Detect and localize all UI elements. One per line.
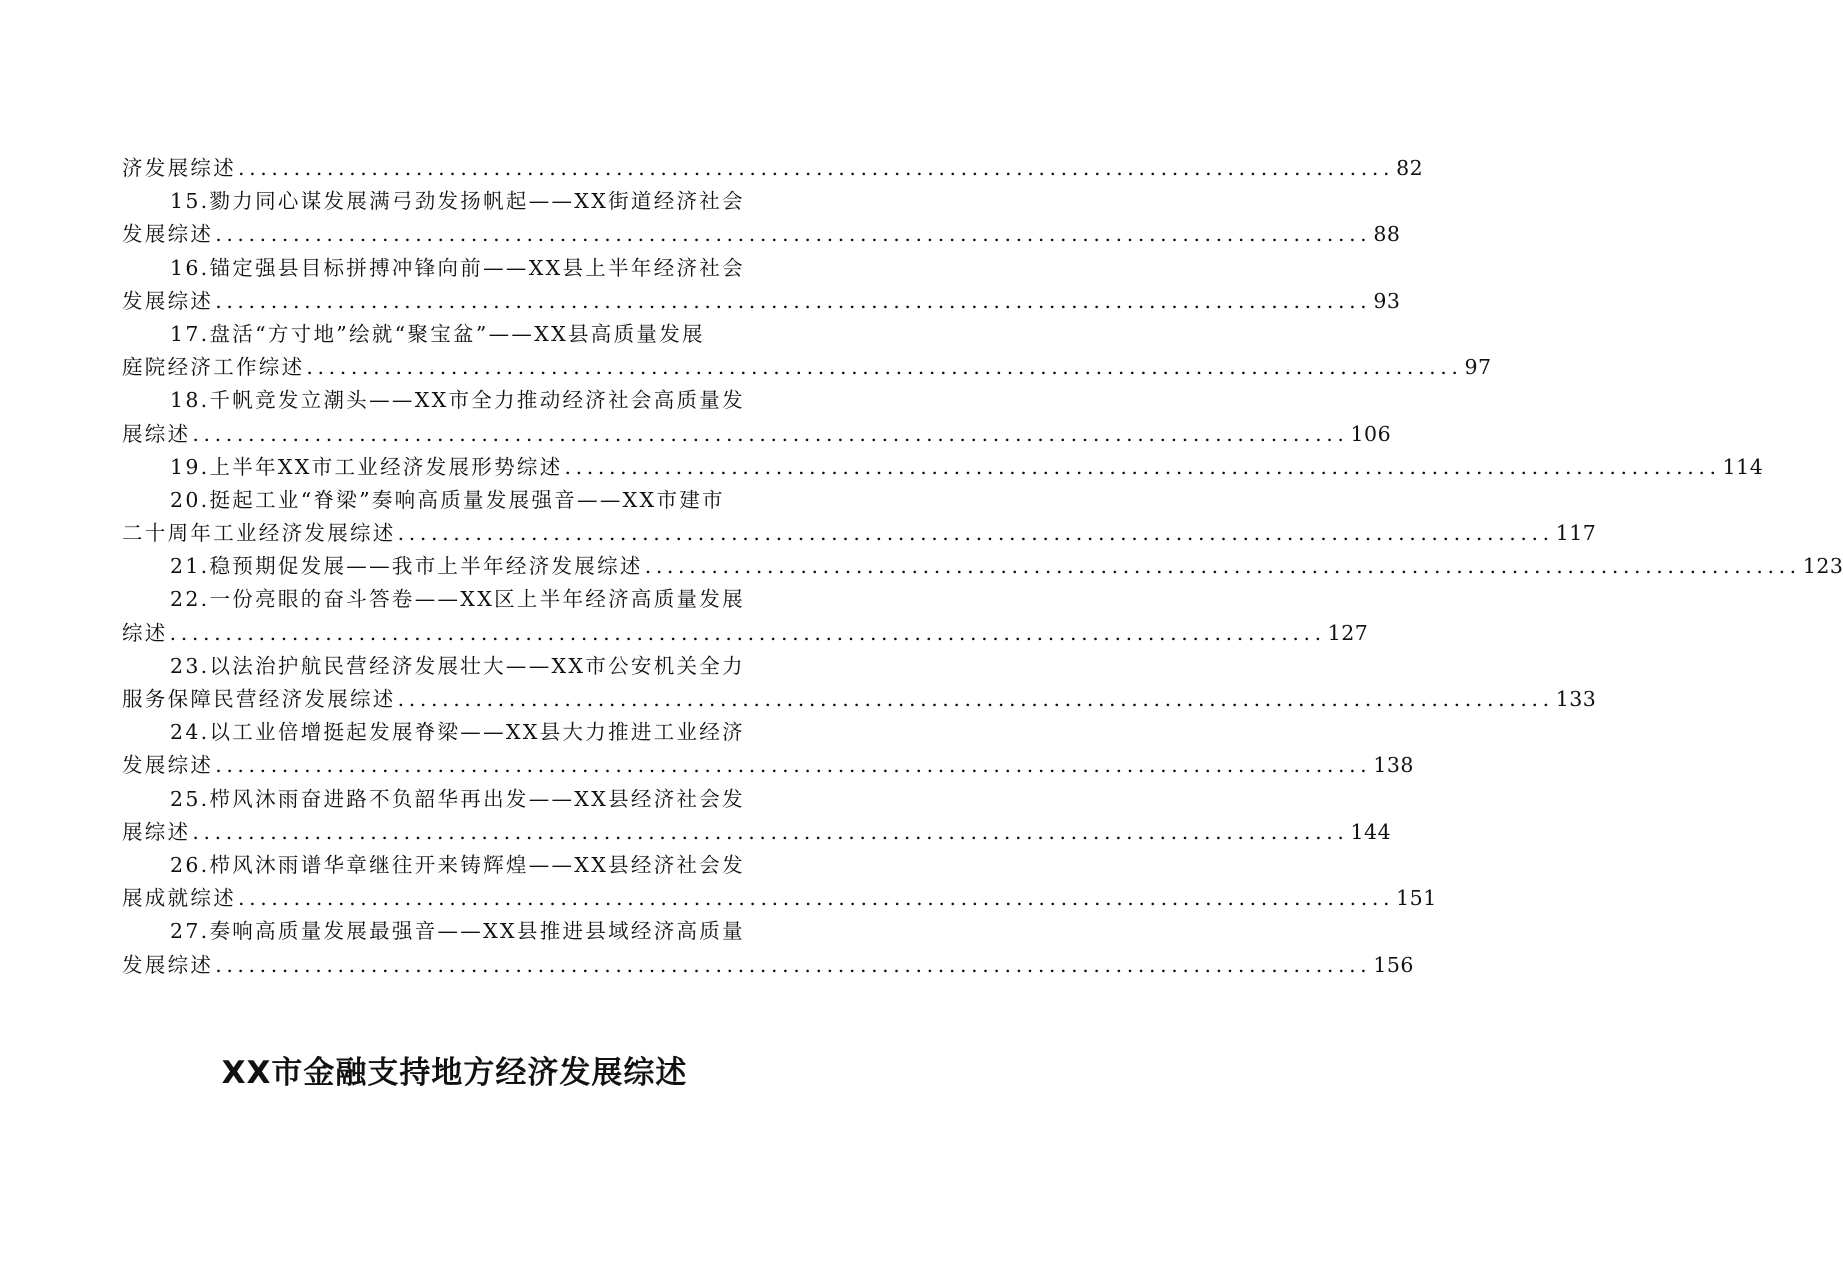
dot-leader: ........................................................................................................: [238, 156, 1395, 180]
toc-page-number: 144: [1350, 819, 1392, 844]
toc-entry-14-continuation[interactable]: [122, 152, 1424, 185]
toc-entry-text: 发展综述: [122, 952, 214, 977]
dot-leader: ........................................................................................................: [397, 521, 1554, 546]
toc-page-number: 114: [1722, 454, 1764, 479]
dot-leader: ........................................................................................................: [169, 620, 1326, 645]
toc-entry-text: 发展综述: [122, 288, 214, 313]
toc-entry-25-continuation[interactable]: [122, 816, 1392, 849]
toc-entry-text: 服务保障民营经济发展综述: [122, 687, 396, 711]
toc-entry-27-continuation[interactable]: [122, 949, 1414, 982]
toc-entry-20-title[interactable]: 20.挺起工业“脊梁”奏响高质量发展强音——XX市建市: [170, 487, 725, 512]
dot-leader: ........................................................................................................: [215, 753, 1372, 778]
toc-entry-19[interactable]: [122, 451, 1764, 484]
toc-entry-17-title[interactable]: 17.盘活“方寸地”绘就“聚宝盆”——XX县高质量发展: [170, 321, 705, 346]
dot-leader: ........................................................................................................: [192, 819, 1349, 844]
toc-entry-text: 综述: [122, 620, 168, 645]
toc-page-number: 97: [1464, 355, 1492, 380]
toc-entry-26-continuation[interactable]: [122, 882, 1437, 915]
toc-entry-27-title[interactable]: 27.奏响高质量发展最强音——XX县推进县域经济高质量: [170, 919, 745, 944]
dot-leader: ........................................................................................................: [215, 222, 1372, 247]
toc-page-number: 93: [1373, 288, 1401, 313]
toc-entry-17-continuation[interactable]: [122, 351, 1492, 384]
dot-leader: ........................................................................................................: [215, 952, 1372, 977]
toc-entry-15-title[interactable]: 15.勠力同心谋发展满弓劲发扬帆起——XX街道经济社会: [170, 189, 745, 214]
toc-page-number: 151: [1396, 886, 1437, 911]
dot-leader: ........................................................................................................: [238, 886, 1395, 911]
toc-entry-text: 济发展综述: [122, 156, 236, 180]
dot-leader: ........................................................................................................: [644, 554, 1801, 579]
toc-entry-16-title[interactable]: 16.锚定强县目标拼搏冲锋向前——XX县上半年经济社会: [170, 255, 745, 280]
toc-entry-25-title[interactable]: 25.栉风沐雨奋进路不负韶华再出发——XX县经济社会发: [170, 786, 745, 811]
toc-page-number: 127: [1327, 620, 1369, 645]
toc-entry-text: 发展综述: [122, 753, 214, 778]
table-of-contents: [122, 152, 1843, 982]
dot-leader: ........................................................................................................: [192, 421, 1349, 446]
dot-leader: ........................................................................................................: [564, 454, 1721, 479]
toc-entry-text: 发展综述: [122, 222, 214, 247]
toc-entry-text: 展综述: [122, 819, 191, 844]
toc-entry-text: 21.稳预期促发展——我市上半年经济发展综述: [170, 554, 643, 579]
toc-entry-text: 二十周年工业经济发展综述: [122, 521, 396, 546]
toc-entry-23-continuation[interactable]: [122, 683, 1597, 716]
toc-entry-18-continuation[interactable]: [122, 418, 1392, 451]
toc-entry-15-continuation[interactable]: [122, 218, 1401, 251]
toc-page-number: 117: [1555, 521, 1597, 546]
toc-page-number: 82: [1396, 156, 1424, 180]
toc-entry-22-continuation[interactable]: [122, 617, 1369, 650]
toc-page-number: 106: [1350, 421, 1392, 446]
section-title: XX市金融支持地方经济发展综述: [221, 1055, 688, 1091]
toc-page-number: 133: [1555, 687, 1597, 711]
toc-entry-text: 展成就综述: [122, 886, 236, 911]
toc-entry-20-continuation[interactable]: [122, 517, 1597, 550]
toc-entry-22-title[interactable]: 22.一份亮眼的奋斗答卷——XX区上半年经济高质量发展: [170, 587, 745, 612]
toc-entry-text: 展综述: [122, 421, 191, 446]
dot-leader: ........................................................................................................: [306, 355, 1463, 380]
toc-entry-text: 19.上半年XX市工业经济发展形势综述: [170, 454, 563, 479]
toc-entry-24-continuation[interactable]: [122, 749, 1414, 782]
dot-leader: ........................................................................................................: [215, 288, 1372, 313]
toc-entry-21[interactable]: [122, 550, 1843, 583]
toc-page-number: 123: [1802, 554, 1843, 579]
toc-page-number: 88: [1373, 222, 1401, 247]
toc-page-number: 156: [1373, 952, 1414, 977]
toc-entry-26-title[interactable]: 26.栉风沐雨谱华章继往开来铸辉煌——XX县经济社会发: [170, 852, 745, 877]
dot-leader: ........................................................................................................: [397, 687, 1554, 711]
toc-entry-16-continuation[interactable]: [122, 285, 1401, 318]
toc-entry-24-title[interactable]: 24.以工业倍增挺起发展脊梁——XX县大力推进工业经济: [170, 720, 745, 745]
toc-entry-18-title[interactable]: 18.千帆竞发立潮头——XX市全力推动经济社会高质量发: [170, 388, 745, 413]
toc-entry-text: 庭院经济工作综述: [122, 355, 305, 380]
toc-page-number: 138: [1373, 753, 1414, 778]
toc-entry-23-title[interactable]: 23.以法治护航民营经济发展壮大——XX市公安机关全力: [170, 653, 745, 678]
